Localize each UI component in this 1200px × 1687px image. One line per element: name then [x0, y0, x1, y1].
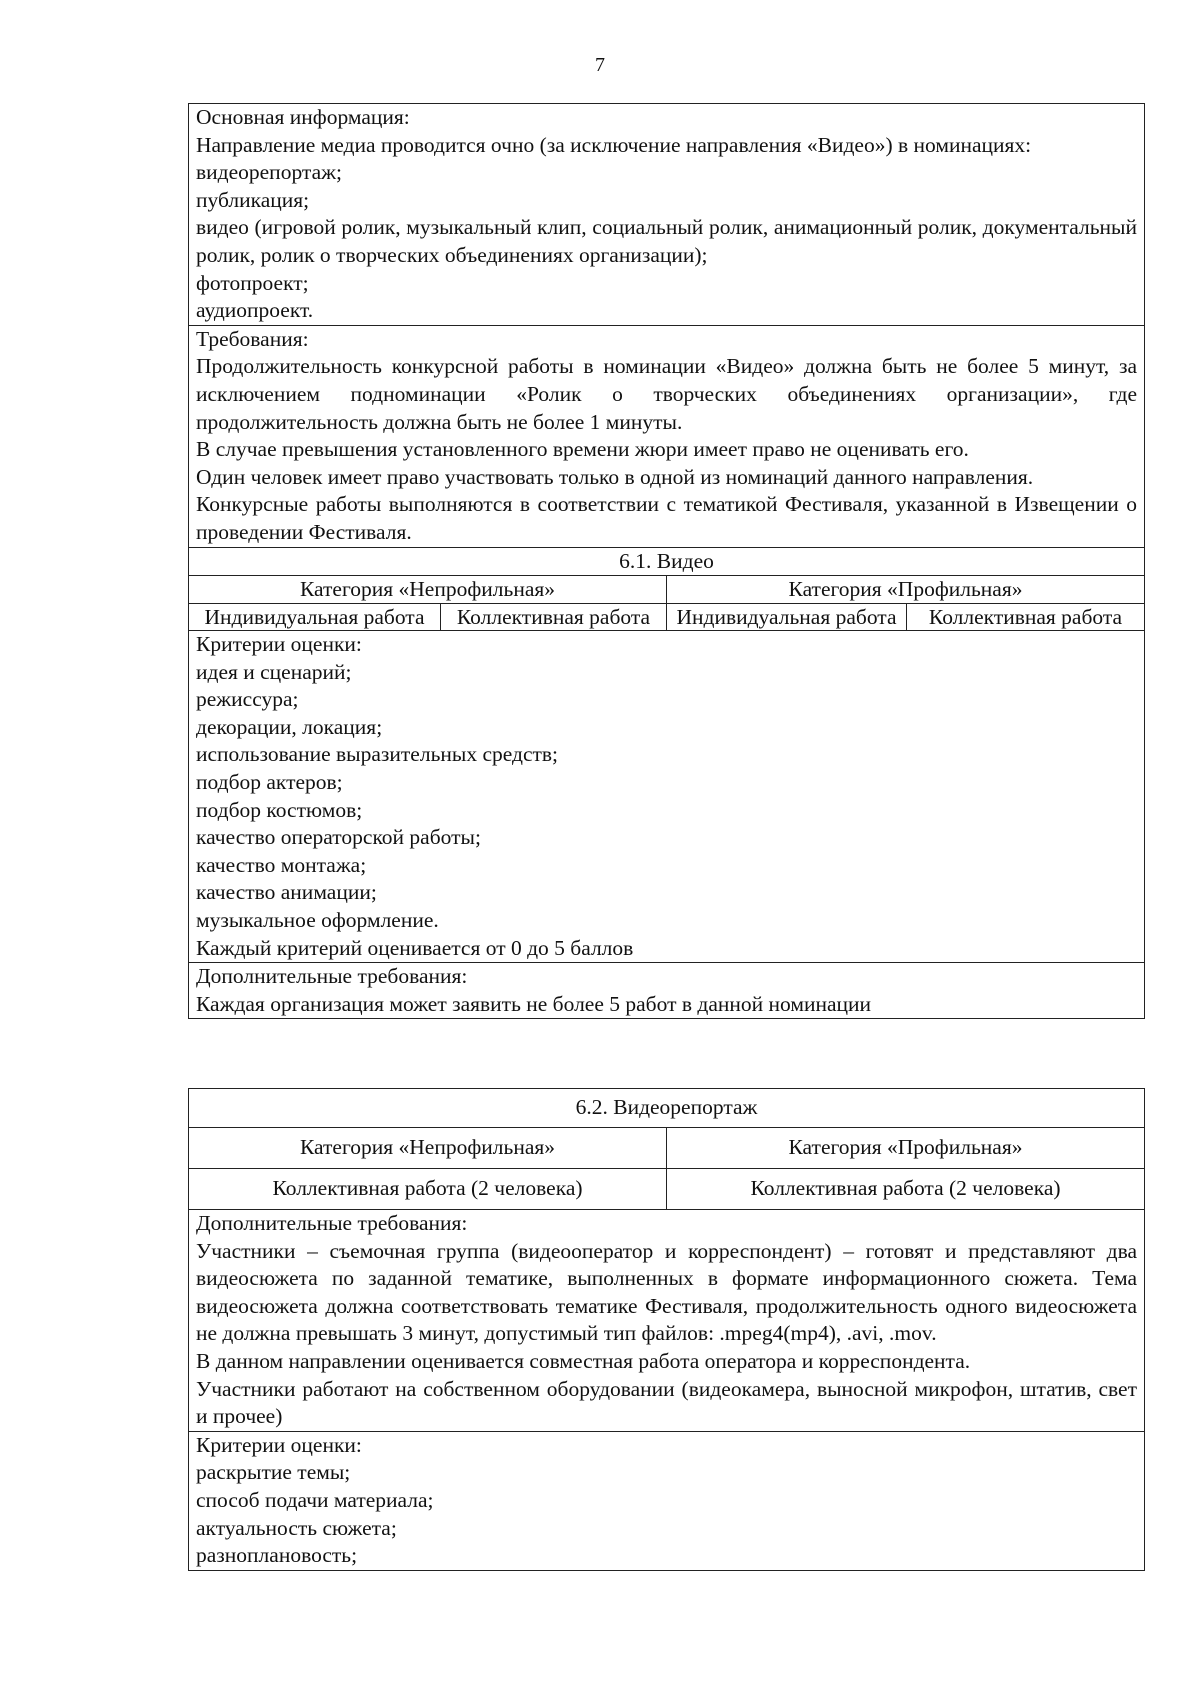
requirements-cell	[189, 325, 1145, 547]
report-work-nonprofile: Коллективная работа (2 человека)	[189, 1169, 667, 1210]
extra-requirement-paragraph: Участники – съемочная группа (видеооператор и корреспондент) – готовят и представляют два видеосюжета по заданной тематике, выполненных в формате информационного сюжета. Тема видеосюжета должна соответствовать тематике Фестиваля, продолжительность одного видеосюжета не должна превышать 3 минут, допустимый тип файлов: .mpeg4(mp4), .avi, .mov.	[196, 1238, 1137, 1346]
criterion-item: актуальность сюжета;	[196, 1515, 397, 1540]
criterion-item: качество монтажа;	[196, 852, 367, 877]
video-subcategory-row	[189, 604, 1145, 631]
report-category-profile: Категория «Профильная»	[667, 1128, 1145, 1169]
report-work-profile: Коллективная работа (2 человека)	[667, 1169, 1145, 1210]
score-note: Каждый критерий оценивается от 0 до 5 баллов	[196, 935, 634, 960]
criterion-item: подбор костюмов;	[196, 797, 363, 822]
requirements-row	[189, 325, 1145, 547]
requirements-heading: Требования:	[196, 326, 309, 351]
extra-requirements-heading: Дополнительные требования:	[196, 964, 468, 989]
report-extra-row	[189, 1210, 1145, 1432]
report-criteria-row	[189, 1431, 1145, 1570]
criterion-item: декорации, локация;	[196, 714, 383, 739]
basic-info-row	[189, 104, 1145, 326]
video-title-row	[189, 547, 1145, 576]
media-direction-table	[188, 103, 1145, 1019]
video-criteria-cell	[189, 631, 1145, 963]
video-category-row	[189, 576, 1145, 604]
basic-info-line: Направление медиа проводится очно (за исключение направления «Видео») в номинациях:	[196, 132, 1032, 157]
criteria-heading: Критерии оценки:	[196, 1432, 362, 1457]
report-category-nonprofile: Категория «Непрофильная»	[189, 1128, 667, 1169]
report-category-row	[189, 1128, 1145, 1169]
nomination-item: видео (игровой ролик, музыкальный клип, социальный ролик, анимационный ролик, документальный ролик, ролик о творческих объединениях организации);	[196, 215, 1138, 267]
criterion-item: раскрытие темы;	[196, 1460, 351, 1485]
criterion-item: качество операторской работы;	[196, 825, 481, 850]
video-criteria-row	[189, 631, 1145, 963]
criterion-item: разноплановость;	[196, 1543, 358, 1568]
nomination-item: видеорепортаж;	[196, 160, 342, 185]
nomination-item: публикация;	[196, 187, 310, 212]
video-section-title: 6.1. Видео	[189, 547, 1145, 576]
report-section-title: 6.2. Видеорепортаж	[189, 1089, 1145, 1128]
extra-requirements-text: Каждая организация может заявить не более 5 работ в данной номинации	[196, 991, 872, 1016]
requirement-paragraph: В случае превышения установленного времени жюри имеет право не оценивать его.	[196, 437, 969, 462]
criterion-item: идея и сценарий;	[196, 659, 352, 684]
video-report-table	[188, 1088, 1145, 1571]
criterion-item: использование выразительных средств;	[196, 742, 559, 767]
requirement-paragraph: Конкурсные работы выполняются в соответствии с тематикой Фестиваля, указанной в Извещении о проведении Фестиваля.	[196, 492, 1138, 544]
extra-requirement-paragraph: В данном направлении оценивается совместная работа оператора и корреспондента.	[196, 1348, 971, 1373]
video-extra-cell	[189, 963, 1145, 1019]
extra-requirements-heading: Дополнительные требования:	[196, 1211, 468, 1235]
video-category-profile: Категория «Профильная»	[667, 576, 1145, 604]
video-subcategory-cell: Коллективная работа	[441, 604, 667, 631]
report-work-row	[189, 1169, 1145, 1210]
report-criteria-cell	[189, 1431, 1145, 1570]
nomination-item: аудиопроект.	[196, 298, 314, 323]
basic-info-heading: Основная информация:	[196, 105, 410, 129]
criterion-item: способ подачи материала;	[196, 1487, 434, 1512]
video-extra-row	[189, 963, 1145, 1019]
criterion-item: подбор актеров;	[196, 770, 343, 795]
criteria-heading: Критерии оценки:	[196, 632, 362, 657]
requirement-paragraph: Продолжительность конкурсной работы в номинации «Видео» должна быть не более 5 минут, за исключением подноминации «Ролик о творческих объединениях организации», где продолжительность должна быть не более 1 минуты.	[196, 354, 1138, 434]
report-title-row	[189, 1089, 1145, 1128]
video-subcategory-cell: Коллективная работа	[907, 604, 1145, 631]
criterion-item: режиссура;	[196, 687, 299, 712]
video-subcategory-cell: Индивидуальная работа	[667, 604, 907, 631]
criterion-item: музыкальное оформление.	[196, 908, 439, 933]
report-extra-cell	[189, 1210, 1145, 1432]
extra-requirement-paragraph: Участники работают на собственном оборудовании (видеокамера, выносной микрофон, штатив, свет и прочее)	[196, 1376, 1137, 1429]
requirement-paragraph: Один человек имеет право участвовать только в одной из номинаций данного направления.	[196, 464, 1034, 489]
video-category-nonprofile: Категория «Непрофильная»	[189, 576, 667, 604]
basic-info-cell	[189, 104, 1145, 326]
page-number: 7	[595, 54, 605, 76]
video-subcategory-cell: Индивидуальная работа	[189, 604, 441, 631]
nomination-item: фотопроект;	[196, 270, 309, 295]
criterion-item: качество анимации;	[196, 880, 377, 905]
